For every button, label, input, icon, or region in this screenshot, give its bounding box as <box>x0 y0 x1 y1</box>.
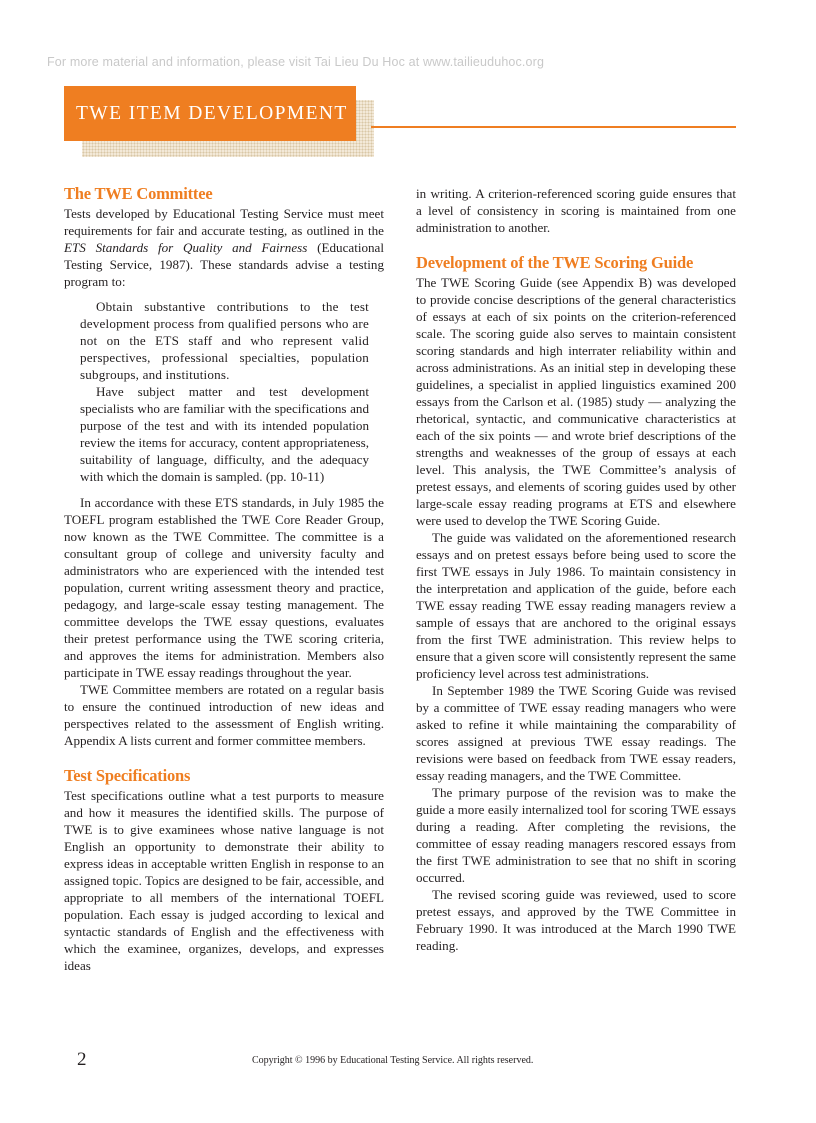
specifications-paragraph-continued: in writing. A criterion-referenced scoring guide ensures that a level of consistency in scoring is maintained from one administration to another. <box>416 186 736 235</box>
page-number: 2 <box>77 1049 87 1070</box>
section-banner <box>64 86 356 141</box>
scoring-paragraph-4: The primary purpose of the revision was to make the guide a more easily internalized tool for scoring TWE essays during a reading. After completing the revisions, the committee of essay reading managers rescored essays from the first TWE administration to see that no shift in scoring occurred. <box>416 785 736 885</box>
committee-p1-text: Tests developed by Educational Testing Service must meet requirements for fair and accurate testing, as outlined in the <box>64 206 384 238</box>
page-title: TWE ITEM DEVELOPMENT <box>76 102 348 124</box>
committee-paragraph-1 <box>64 205 384 290</box>
banner-rule-divider <box>371 126 736 128</box>
quote-paragraph-2: Have subject matter and test development specialists who are familiar with the specifications and purpose of the test and with its intended population review the items for accuracy, content appropriateness, suitability of language, difficulty, and the adequacy with which the domain is sampled. (pp. 10-11) <box>80 384 369 484</box>
copyright-notice: Copyright © 1996 by Educational Testing Service. All rights reserved. <box>252 1055 534 1066</box>
watermark-link[interactable]: For more material and information, please visit Tai Lieu Du Hoc at www.tailieuduhoc.org <box>47 55 545 69</box>
scoring-paragraph-3: In September 1989 the TWE Scoring Guide was revised by a committee of TWE essay reading managers who were asked to refine it while maintaining the comparability of scores assigned at previous TWE essay readings. The revisions were based on feedback from TWE essay readers, essay reading managers, and the TWE Committee. <box>416 683 736 783</box>
standards-quote <box>80 298 369 485</box>
committee-paragraph-3: TWE Committee members are rotated on a regular basis to ensure the continued introduction of new ideas and perspectives related to the assessment of English writing. Appendix A lists current and former committee members. <box>64 682 384 748</box>
scoring-paragraph-2: The guide was validated on the aforementioned research essays and on pretest essays before being used to score the first TWE essays in July 1986. To maintain consistency in the interpretation and application of the guide, before each TWE essay reading TWE essay reading managers review a sample of essays that are anchored to the original essays from the first TWE administration. This review helps to ensure that a given score will consistently represent the same proficiency level across test administrations. <box>416 530 736 681</box>
heading-twe-committee: The TWE Committee <box>64 184 213 203</box>
left-column <box>64 185 384 974</box>
scoring-paragraph-5: The revised scoring guide was reviewed, used to score pretest essays, and approved by the TWE Committee in February 1990. It was introduced at the March 1990 TWE reading. <box>416 887 736 953</box>
heading-scoring-guide: Development of the TWE Scoring Guide <box>416 253 694 272</box>
scoring-paragraph-1: The TWE Scoring Guide (see Appendix B) was developed to provide concise descriptions of the general characteristics of essays at each of six points on the criterion-referenced scale. The scoring guide also serves to maintain consistent scoring standards and high interrater reliability within and across administrations. As an initial step in developing these guidelines, a specialist in applied linguistics examined 200 essays from the Carlson et al. (1985) study — analyzing the rhetorical, syntactic, and communicative characteristics at each of the six points — and wrote brief descriptions of the strengths and weaknesses of the group of essays at each level. This analysis, the TWE Committee’s analysis of pretest essays, and elements of scoring guides used by other large-scale essay reading programs at ETS and elsewhere were used to develop the TWE Scoring Guide. <box>416 275 736 528</box>
heading-test-specifications: Test Specifications <box>64 766 191 785</box>
specifications-paragraph-1: Test specifications outline what a test purports to measure and how it measures the identified skills. The purpose of TWE is to give examinees whose native language is not English an opportunity to demonstrate their ability to express ideas in acceptable written English in response to an assigned topic. Topics are designed to be fair, accessible, and appropriate to all members of the international TOEFL population. Each essay is judged according to lexical and syntactic standards of English and the effectiveness with which the examinee, organizes, develops, and expresses ideas <box>64 788 384 973</box>
right-column <box>416 185 736 954</box>
standards-title: ETS Standards for Quality and Fairness <box>64 240 308 255</box>
quote-paragraph-1: Obtain substantive contributions to the test development process from qualified persons who are not on the ETS staff and who represent valid perspectives, professional specialties, population subgroups, and institutions. <box>80 299 369 382</box>
committee-paragraph-2: In accordance with these ETS standards, in July 1985 the TOEFL program established the TWE Core Reader Group, now known as the TWE Committee. The committee is a consultant group of college and university faculty and administrators who are experienced with the intended test population, current writing assessment theory and practice, pedagogy, and large-scale essay testing management. The committee develops the TWE essay questions, evaluates their pretest performance using the TWE scoring criteria, and approves the items for administration. Members also participate in TWE essay readings throughout the year. <box>64 495 384 680</box>
committee-p1-text-after: (Educational Testing Service, 1987). These standards advise a testing program to: <box>64 240 385 289</box>
